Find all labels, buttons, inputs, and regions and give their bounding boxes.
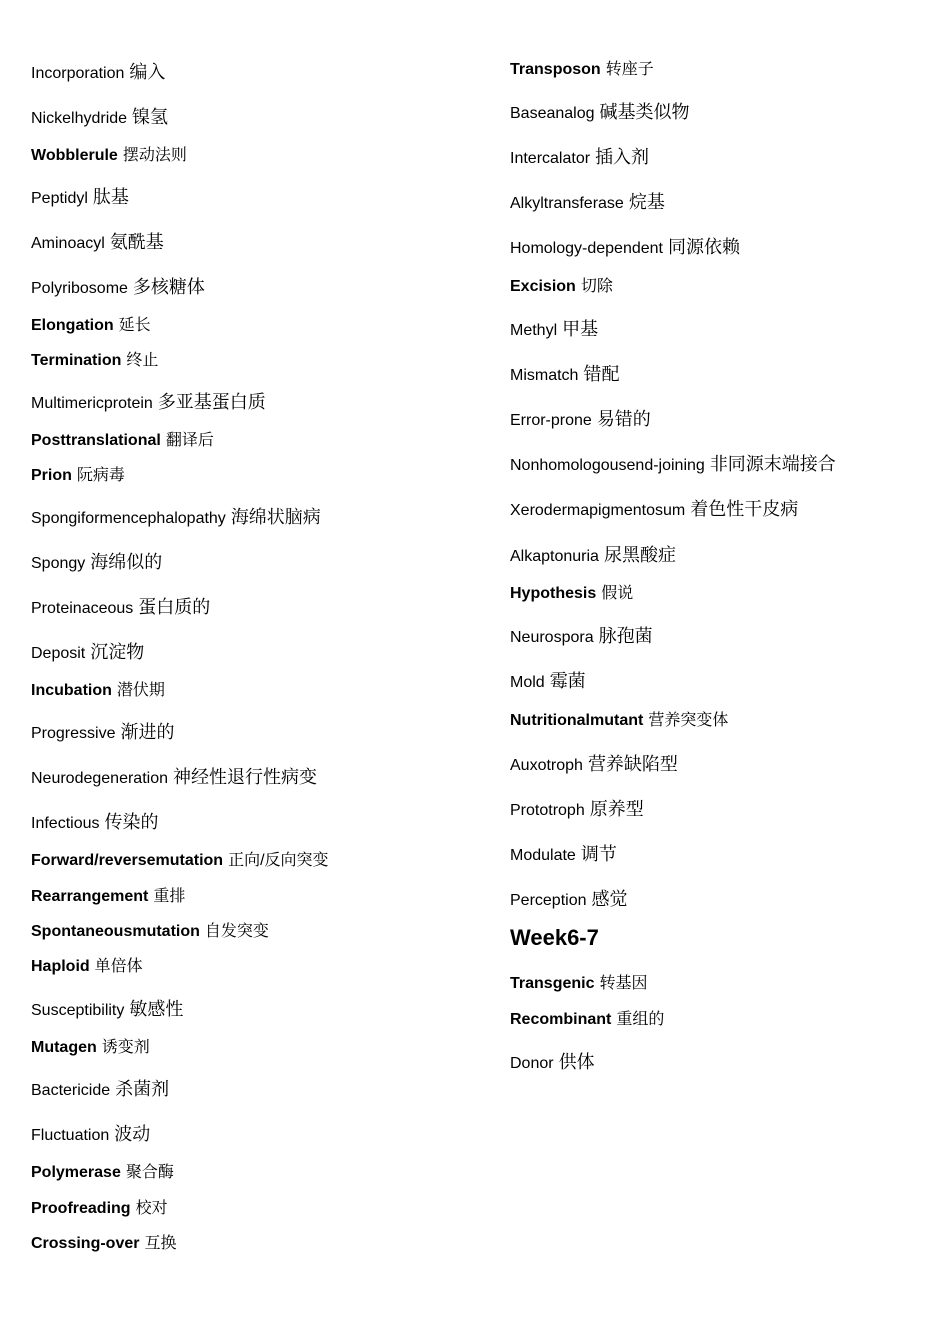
english-term: Transposon (510, 61, 601, 78)
chinese-term: 碱基类似物 (599, 102, 690, 122)
glossary-entry (31, 188, 129, 207)
english-term: Crossing-over (31, 1235, 140, 1252)
chinese-term: 插入剂 (595, 147, 650, 167)
chinese-term: 镍氢 (132, 107, 169, 127)
chinese-term: 同源依赖 (668, 237, 740, 257)
chinese-term: 编入 (129, 62, 166, 82)
glossary-entry (510, 279, 613, 295)
chinese-term: 烷基 (628, 192, 665, 212)
glossary-entry (31, 643, 144, 662)
chinese-term: 传染的 (104, 812, 159, 832)
english-term: Nonhomologousend-joining (510, 457, 705, 474)
chinese-term: 营养突变体 (648, 712, 729, 729)
chinese-term: 调节 (580, 844, 617, 864)
english-term: Mismatch (510, 367, 579, 384)
english-term: Fluctuation (31, 1127, 110, 1144)
english-term: Homology-dependent (510, 240, 663, 257)
english-term: Mutagen (31, 1039, 97, 1056)
glossary-entry (31, 1236, 176, 1252)
glossary-entry (510, 455, 836, 474)
chinese-term: 错配 (583, 364, 620, 384)
english-term: Wobblerule (31, 147, 118, 164)
glossary-entry (510, 976, 648, 992)
glossary-entry (31, 1000, 183, 1019)
chinese-term: 诱变剂 (101, 1039, 150, 1056)
glossary-entry (31, 768, 317, 787)
english-term: Aminoacyl (31, 235, 105, 252)
glossary-entry (31, 508, 321, 527)
chinese-term: 转座子 (605, 61, 654, 78)
english-term: Deposit (31, 645, 86, 662)
english-term: Methyl (510, 322, 558, 339)
glossary-entry (31, 1165, 174, 1181)
chinese-term: 渐进的 (120, 722, 175, 742)
chinese-term: 非同源末端接合 (709, 454, 836, 474)
glossary-entry (510, 410, 651, 429)
glossary-entry (510, 586, 633, 602)
chinese-term: 原养型 (589, 799, 644, 819)
english-term: Nickelhydride (31, 110, 128, 127)
english-term: Termination (31, 352, 122, 369)
chinese-term: 阮病毒 (76, 467, 125, 484)
english-term: Infectious (31, 815, 100, 832)
chinese-term: 转基因 (599, 975, 648, 992)
english-term: Alkyltransferase (510, 195, 624, 212)
chinese-term: 潜伏期 (116, 682, 165, 699)
glossary-entry (31, 468, 125, 484)
chinese-term: 互换 (144, 1235, 177, 1252)
english-term: Neurodegeneration (31, 770, 168, 787)
chinese-term: 单倍体 (94, 958, 143, 975)
english-term: Elongation (31, 317, 114, 334)
glossary-entry (510, 546, 676, 565)
glossary-entry (510, 238, 740, 257)
glossary-entry (31, 683, 165, 699)
glossary-entry (510, 500, 798, 519)
chinese-term: 假说 (601, 585, 634, 602)
chinese-term: 终止 (126, 352, 159, 369)
chinese-term: 聚合酶 (125, 1164, 174, 1181)
chinese-term: 沉淀物 (90, 642, 145, 662)
english-term: Spongiformencephalopathy (31, 510, 226, 527)
english-term: Modulate (510, 847, 576, 864)
chinese-term: 摆动法则 (122, 147, 187, 164)
chinese-term: 正向/反向突变 (228, 852, 329, 869)
chinese-term: 多亚基蛋白质 (157, 392, 266, 412)
chinese-term: 自发突变 (204, 923, 269, 940)
chinese-term: 神经性退行性病变 (173, 767, 317, 787)
glossary-entry (510, 845, 617, 864)
chinese-term: 杀菌剂 (115, 1079, 170, 1099)
glossary-entry (31, 63, 165, 82)
english-term: Incorporation (31, 65, 125, 82)
english-term: Peptidyl (31, 190, 88, 207)
english-term: Intercalator (510, 150, 591, 167)
glossary-entry (31, 889, 185, 905)
chinese-term: 感觉 (591, 889, 628, 909)
english-term: Posttranslational (31, 432, 161, 449)
english-term: Bactericide (31, 1082, 111, 1099)
chinese-term: 重组的 (616, 1011, 665, 1028)
chinese-term: 延长 (118, 317, 151, 334)
glossary-entry (510, 1012, 664, 1028)
glossary-entry (31, 1040, 150, 1056)
glossary-entry (510, 62, 654, 78)
glossary-entry (510, 365, 619, 384)
glossary-entry (31, 278, 205, 297)
chinese-term: 脉孢菌 (598, 626, 653, 646)
english-term: Recombinant (510, 1011, 612, 1028)
english-term: Spongy (31, 555, 86, 572)
chinese-term: 海绵似的 (90, 552, 163, 572)
english-term: Perception (510, 892, 587, 909)
glossary-entry (510, 755, 678, 774)
glossary-entry (510, 800, 644, 819)
english-term: Multimericprotein (31, 395, 153, 412)
chinese-term: 易错的 (596, 409, 651, 429)
english-term: Excision (510, 278, 576, 295)
english-term: Progressive (31, 725, 116, 742)
english-term: Susceptibility (31, 1002, 125, 1019)
english-term: Nutritionalmutant (510, 712, 644, 729)
english-term: Neurospora (510, 629, 594, 646)
chinese-term: 多核糖体 (132, 277, 205, 297)
english-term: Alkaptonuria (510, 548, 599, 565)
glossary-entry (31, 1201, 168, 1217)
english-term: Proteinaceous (31, 600, 134, 617)
chinese-term: 肽基 (92, 187, 129, 207)
chinese-term: 甲基 (562, 319, 599, 339)
glossary-entry (510, 320, 598, 339)
english-term: Transgenic (510, 975, 595, 992)
glossary-entry (31, 853, 329, 869)
chinese-term: 蛋白质的 (138, 597, 211, 617)
english-term: Forward/reversemutation (31, 852, 224, 869)
english-term: Baseanalog (510, 105, 595, 122)
chinese-term: 翻译后 (165, 432, 214, 449)
english-term: Prototroph (510, 802, 585, 819)
chinese-term: 霉菌 (549, 671, 586, 691)
english-term: Xerodermapigmentosum (510, 502, 686, 519)
english-term: Auxotroph (510, 757, 583, 774)
glossary-entry (31, 1125, 150, 1144)
glossary-entry (510, 103, 690, 122)
glossary-entry (510, 1053, 595, 1072)
chinese-term: 切除 (580, 278, 613, 295)
glossary-entry (31, 1080, 169, 1099)
english-term: Donor (510, 1055, 554, 1072)
chinese-term: 氨酰基 (109, 232, 164, 252)
english-term: Error-prone (510, 412, 592, 429)
glossary-entry (510, 193, 665, 212)
glossary-entry (31, 553, 162, 572)
english-term: Proofreading (31, 1200, 131, 1217)
chinese-term: 着色性干皮病 (690, 499, 799, 519)
chinese-term: 供体 (558, 1052, 595, 1072)
chinese-term: 尿黑酸症 (603, 545, 676, 565)
english-term: Prion (31, 467, 72, 484)
glossary-entry (31, 393, 266, 412)
chinese-term: 海绵状脑病 (230, 507, 321, 527)
glossary-entry (510, 672, 586, 691)
chinese-term: 校对 (135, 1200, 168, 1217)
english-term: Polyribosome (31, 280, 128, 297)
glossary-entry (31, 233, 164, 252)
glossary-entry (31, 598, 210, 617)
glossary-entry (31, 148, 187, 164)
english-term: Spontaneousmutation (31, 923, 200, 940)
glossary-entry (510, 890, 628, 909)
glossary-entry (31, 959, 143, 975)
chinese-term: 重排 (153, 888, 186, 905)
glossary-entry (510, 148, 649, 167)
english-term: Rearrangement (31, 888, 149, 905)
english-term: Incubation (31, 682, 112, 699)
glossary-entry (31, 108, 168, 127)
glossary-entry (31, 723, 174, 742)
english-term: Polymerase (31, 1164, 121, 1181)
english-term: Mold (510, 674, 545, 691)
chinese-term: 敏感性 (129, 999, 184, 1019)
chinese-term: 营养缺陷型 (587, 754, 678, 774)
english-term: Hypothesis (510, 585, 597, 602)
section-heading: Week6-7 (510, 925, 599, 950)
english-term: Haploid (31, 958, 90, 975)
glossary-entry (31, 318, 151, 334)
chinese-term: 波动 (114, 1124, 151, 1144)
glossary-entry (31, 813, 158, 832)
glossary-entry (510, 627, 653, 646)
glossary-entry (31, 924, 269, 940)
glossary-entry (510, 713, 728, 729)
glossary-entry (31, 433, 214, 449)
glossary-entry (31, 353, 158, 369)
